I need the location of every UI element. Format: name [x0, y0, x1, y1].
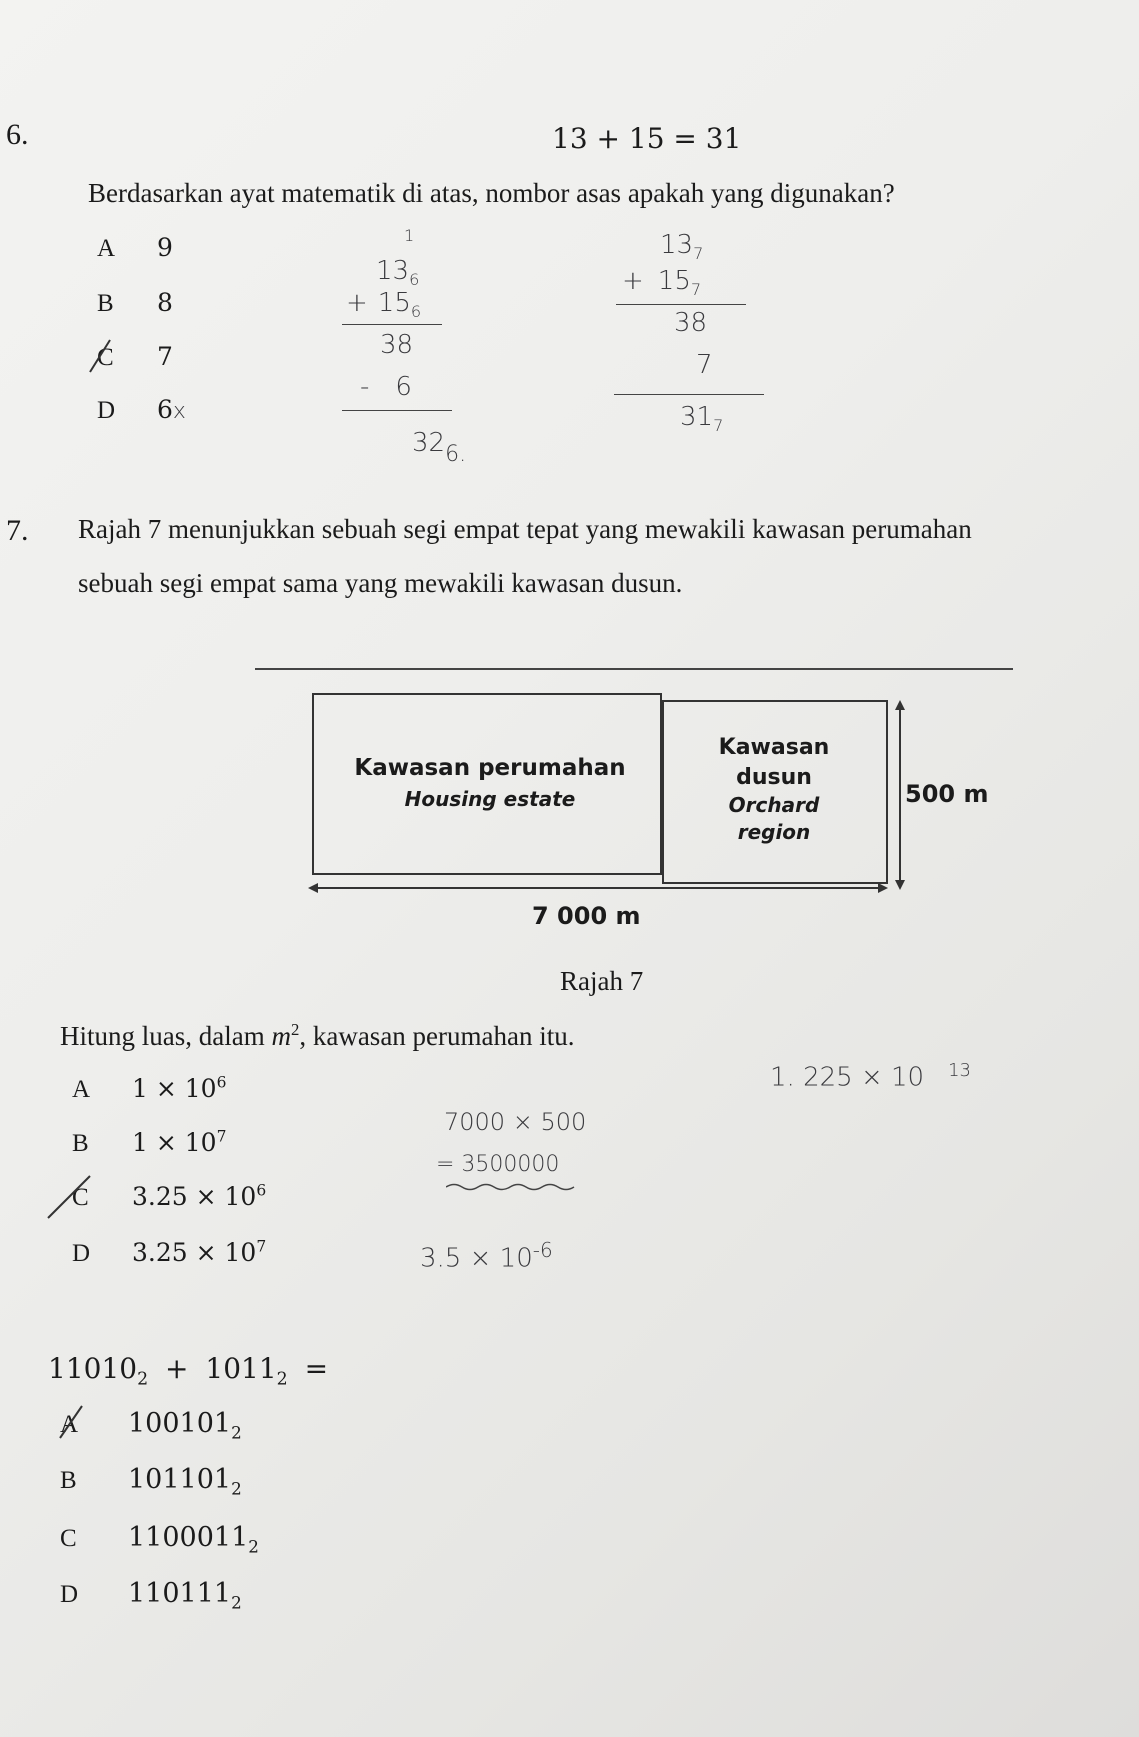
work2-line2 — [614, 394, 764, 395]
q7-handwriting-2: 7000 × 500 — [444, 1108, 587, 1136]
option-letter: A — [72, 1076, 91, 1104]
width-arrow-icon — [308, 878, 888, 898]
option-value: 9 — [157, 233, 173, 262]
option-value: 7 — [157, 342, 173, 371]
q6-option-b[interactable] — [97, 288, 173, 318]
underline-squiggle-icon — [446, 1182, 586, 1192]
option-value: $3.25 \times 10^7$ — [132, 1238, 267, 1268]
q6-question: Berdasarkan ayat matematik di atas, nombor asas apakah yang digunakan? — [88, 178, 895, 208]
top-rule — [255, 668, 1013, 670]
work1-line1 — [342, 324, 442, 325]
diagram-caption: Rajah 7 — [560, 966, 644, 996]
option-letter: A — [97, 235, 116, 262]
option-value: $3.25 \times 10^6$ — [132, 1182, 267, 1212]
work2-mid: + $15_7$ — [622, 266, 702, 300]
work2-line1 — [616, 304, 746, 305]
housing-label: Kawasan perumahan Housing estate — [354, 755, 626, 811]
height-label: 500 m — [905, 780, 989, 808]
work1-line2 — [342, 410, 452, 411]
work1-carry: 1 — [404, 226, 415, 245]
checkmark-icon — [44, 1172, 94, 1222]
q7-number: 7. — [6, 514, 29, 547]
q8-option-b[interactable] — [60, 1464, 242, 1498]
option-value: $100101_2$ — [128, 1408, 242, 1443]
work2-sub: 7 — [696, 350, 713, 380]
option-value: $101101_2$ — [128, 1464, 242, 1499]
option-value: $1 \times 10^6$ — [132, 1074, 227, 1104]
q8-option-a[interactable] — [60, 1408, 242, 1442]
option-letter: B — [72, 1130, 89, 1158]
option-value: $1100011_2$ — [128, 1522, 259, 1557]
q6-number: 6. — [6, 118, 29, 151]
option-letter: C — [60, 1525, 77, 1552]
q8-option-c[interactable] — [60, 1522, 259, 1556]
option-value: 8 — [157, 288, 173, 317]
orchard-label: Kawasan dusun Orchard region — [718, 735, 830, 845]
checkmark-icon — [56, 1404, 86, 1440]
option-letter: D — [60, 1581, 79, 1608]
option-letter: A — [60, 1411, 79, 1438]
q7-option-a[interactable] — [72, 1074, 226, 1104]
q7-option-d[interactable] — [72, 1238, 266, 1268]
option-value: 6 — [157, 395, 173, 424]
handwritten-x-mark: x — [172, 399, 186, 424]
work1-sub: - 6 — [360, 372, 412, 402]
work2-result1: 38 — [674, 308, 708, 338]
q7-option-b[interactable] — [72, 1128, 226, 1158]
q7-line1: Rajah 7 menunjukkan sebuah segi empat tepat yang mewakili kawasan perumahan — [78, 514, 972, 544]
option-letter: B — [97, 290, 114, 317]
q6-option-d[interactable] — [97, 395, 186, 425]
option-letter: D — [72, 1240, 91, 1268]
q8-option-d[interactable] — [60, 1578, 242, 1612]
q7-handwriting-4: $3.5 \times 10^{-6}$ — [420, 1238, 553, 1274]
work2-top: $13_7$ — [660, 230, 704, 264]
q7-line2: sebuah segi empat sama yang mewakili kawasan dusun. — [78, 568, 683, 598]
q7-question: Hitung luas, dalam $m^2$, kawasan perumahan itu. — [60, 1020, 575, 1051]
work1-result1: 38 — [380, 330, 414, 360]
option-letter: B — [60, 1467, 77, 1494]
q7-handwriting-1: 1. 225 × 10 $^{13}$ — [770, 1060, 972, 1093]
option-letter: C — [72, 1184, 89, 1212]
work2-result2: $31_7$ — [680, 402, 724, 436]
q8-expression: $11010_2 + 1011_2$ = — [48, 1352, 329, 1390]
width-label: 7 000 m — [532, 902, 641, 930]
work1-result2: $32_{6.}$ — [412, 428, 467, 467]
q7-handwriting-3: = 3500000 — [436, 1152, 559, 1177]
work1-top: $13_6$ — [376, 256, 420, 290]
option-value: $110111_2$ — [128, 1578, 242, 1613]
q6-equation: 13 + 15 = 31 — [552, 122, 742, 155]
option-value: $1 \times 10^7$ — [132, 1128, 227, 1158]
option-letter: D — [97, 397, 116, 424]
option-letter: C — [97, 344, 114, 371]
q7-option-c[interactable] — [72, 1182, 266, 1212]
work1-mid: + $15_6$ — [346, 288, 422, 322]
checkmark-icon — [84, 336, 114, 376]
q6-option-a[interactable] — [97, 233, 173, 263]
